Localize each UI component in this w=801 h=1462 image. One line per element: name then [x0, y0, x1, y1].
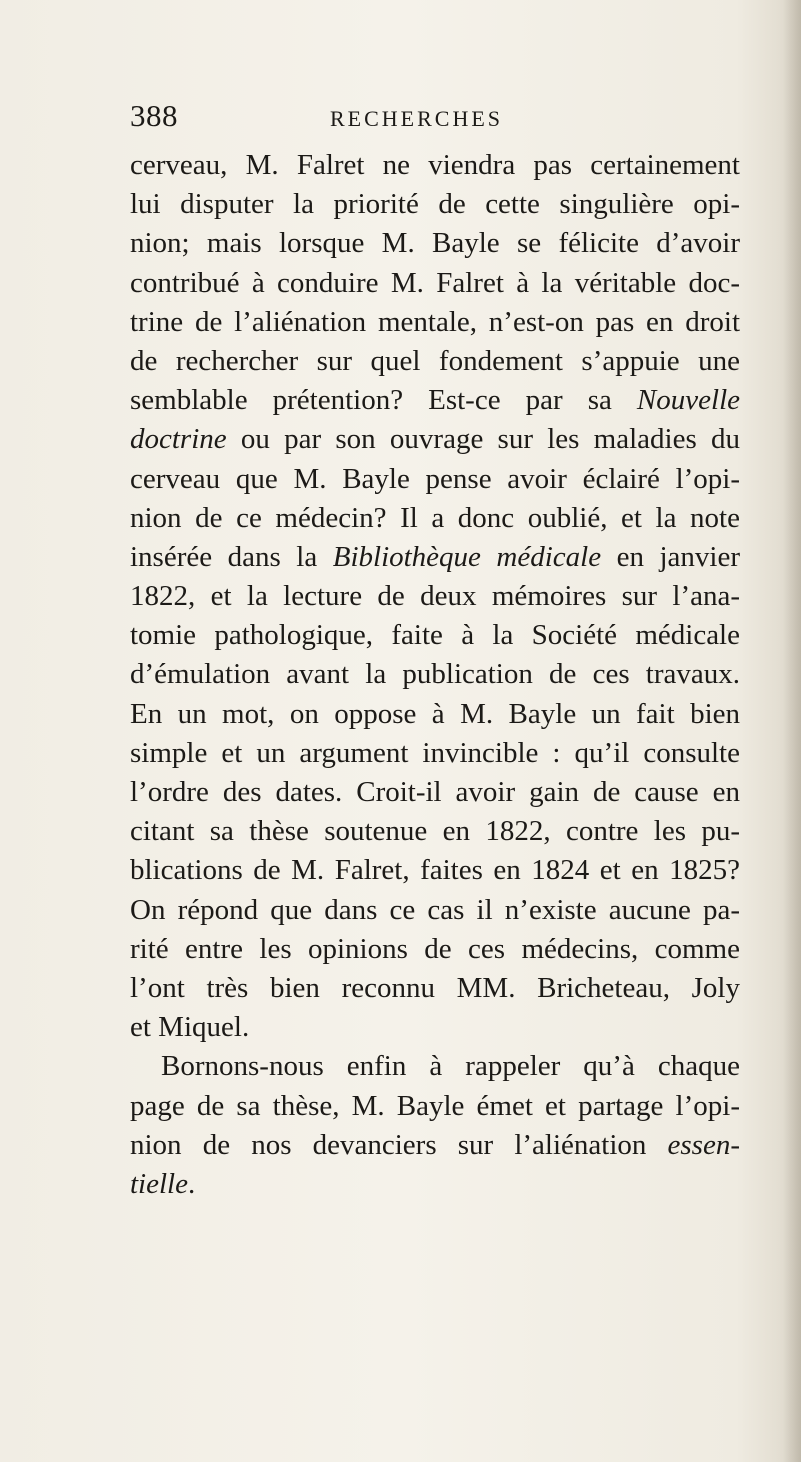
text-line: d’émulation avant la publication de ces travaux.: [130, 658, 740, 691]
text-line: citant sa thèse soutenue en 1822, contre les pu-: [130, 815, 740, 848]
body-text: [130, 146, 740, 1204]
text-line: lui disputer la priorité de cette singulière opi-: [130, 188, 740, 221]
text-line: l’ont très bien reconnu MM. Bricheteau, Joly: [130, 971, 740, 1004]
page-edge-shadow: [783, 0, 801, 1462]
text-line: cerveau que M. Bayle pense avoir éclairé l’opi-: [130, 462, 740, 495]
italic-tielle: tielle: [130, 1167, 188, 1200]
text-line: [130, 1165, 740, 1204]
italic-doctrine: doctrine: [130, 423, 227, 456]
text-line: nion de ce médecin? Il a donc oublié, et la note: [130, 501, 740, 534]
text-line: contribué à conduire M. Falret à la véritable doc-: [130, 266, 740, 299]
text-run: nion de nos devanciers sur l’aliénation: [130, 1128, 668, 1161]
text-run: .: [187, 1167, 196, 1200]
page-header: [130, 96, 750, 136]
text-run: semblable prétention? Est-ce par sa: [130, 384, 637, 417]
text-line: rité entre les opinions de ces médecins, comme: [130, 932, 740, 965]
italic-bibliotheque-medicale: Bibliothèque médicale: [332, 540, 602, 573]
text-line: [130, 381, 740, 420]
text-line: tomie pathologique, faite à la Société médicale: [130, 619, 740, 652]
text-run: insérée dans la: [130, 540, 333, 573]
text-line: On répond que dans ce cas il n’existe aucune pa-: [130, 893, 740, 926]
text-run: en janvier: [601, 540, 741, 573]
text-line: page de sa thèse, M. Bayle émet et partage l’opi-: [130, 1089, 740, 1122]
text-line: Bornons-nous enfin à rappeler qu’à chaque: [161, 1050, 740, 1083]
text-line: [130, 1126, 740, 1165]
text-line: simple et un argument invincible : qu’il consulte: [130, 736, 740, 769]
text-line: et Miquel.: [130, 1011, 250, 1044]
text-line: de rechercher sur quel fondement s’appuie une: [130, 344, 740, 377]
text-line: nion; mais lorsque M. Bayle se félicite d’avoir: [130, 227, 740, 260]
italic-nouvelle: Nouvelle: [636, 384, 740, 417]
italic-essen: essen-: [667, 1128, 740, 1161]
text-line: [130, 538, 740, 577]
text-line: l’ordre des dates. Croit-il avoir gain de cause en: [130, 776, 740, 808]
text-line: blications de M. Falret, faites en 1824 et en 1825?: [130, 854, 740, 887]
text-line: En un mot, on oppose à M. Bayle un fait bien: [130, 697, 740, 730]
text-run: ou par son ouvrage sur les maladies du: [226, 423, 740, 456]
text-line: [130, 420, 740, 459]
running-head: RECHERCHES: [330, 106, 504, 131]
text-line: 1822, et la lecture de deux mémoires sur l’ana-: [130, 580, 740, 613]
text-line: trine de l’aliénation mentale, n’est-on pas en droit: [130, 305, 740, 338]
text-line: cerveau, M. Falret ne viendra pas certainement: [130, 149, 740, 181]
page-number: 388: [130, 98, 178, 133]
